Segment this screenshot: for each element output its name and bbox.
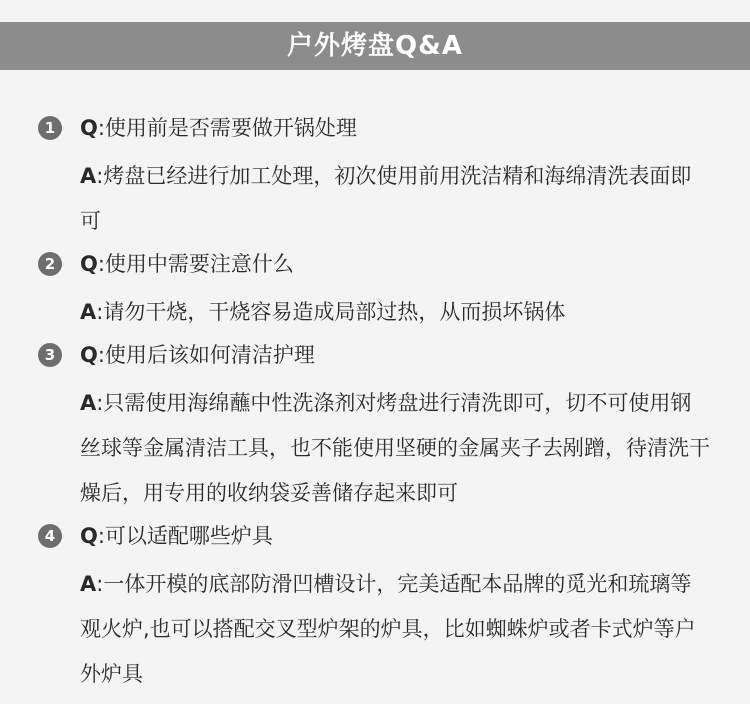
question-row — [38, 246, 718, 282]
qa-item-4 — [38, 518, 718, 697]
qa-list — [38, 110, 718, 699]
answer-text — [80, 154, 712, 244]
answer-prefix: A — [80, 164, 97, 188]
question-text — [80, 246, 294, 282]
answer-text — [80, 381, 712, 516]
number-badge-icon: 1 — [38, 116, 62, 140]
number-badge-icon: 4 — [38, 524, 62, 548]
question-body: :使用中需要注意什么 — [97, 252, 294, 276]
qa-item-1 — [38, 110, 718, 244]
number-badge-icon: 3 — [38, 343, 62, 367]
question-row — [38, 337, 718, 373]
question-row — [38, 110, 718, 146]
answer-body: :只需使用海绵蘸中性洗涤剂对烤盘进行清洗即可，切不可使用钢丝球等金属清洁工具，也不能使用坚硬的金属夹子去剐蹭，待清洗干燥后，用专用的收纳袋妥善储存起来即可 — [80, 391, 710, 505]
qa-item-2 — [38, 246, 718, 335]
question-text — [80, 518, 273, 554]
question-body: :使用前是否需要做开锅处理 — [97, 116, 357, 140]
question-row — [38, 518, 718, 554]
question-text — [80, 110, 357, 146]
page-title: 户外烤盘Q&A — [287, 31, 463, 61]
answer-prefix: A — [80, 300, 97, 324]
question-prefix: Q — [80, 343, 98, 367]
question-prefix: Q — [80, 116, 98, 140]
answer-prefix: A — [80, 572, 97, 596]
question-prefix: Q — [80, 252, 98, 276]
question-body: :使用后该如何清洁护理 — [97, 343, 315, 367]
qa-item-3 — [38, 337, 718, 516]
answer-prefix: A — [80, 391, 97, 415]
answer-text — [80, 562, 712, 697]
answer-body: :请勿干烧，干烧容易造成局部过热，从而损坏锅体 — [96, 300, 566, 324]
page-header — [0, 22, 750, 70]
answer-text — [80, 290, 712, 335]
number-badge-icon: 2 — [38, 252, 62, 276]
question-body: :可以适配哪些炉具 — [97, 524, 273, 548]
question-text — [80, 337, 315, 373]
answer-body: :烤盘已经进行加工处理，初次使用前用洗洁精和海绵清洗表面即可 — [80, 164, 692, 233]
answer-body: :一体开模的底部防滑凹槽设计，完美适配本品牌的觅光和琉璃等观火炉,也可以搭配交叉型炉架的炉具，比如蜘蛛炉或者卡式炉等户外炉具 — [80, 572, 696, 686]
question-prefix: Q — [80, 524, 98, 548]
